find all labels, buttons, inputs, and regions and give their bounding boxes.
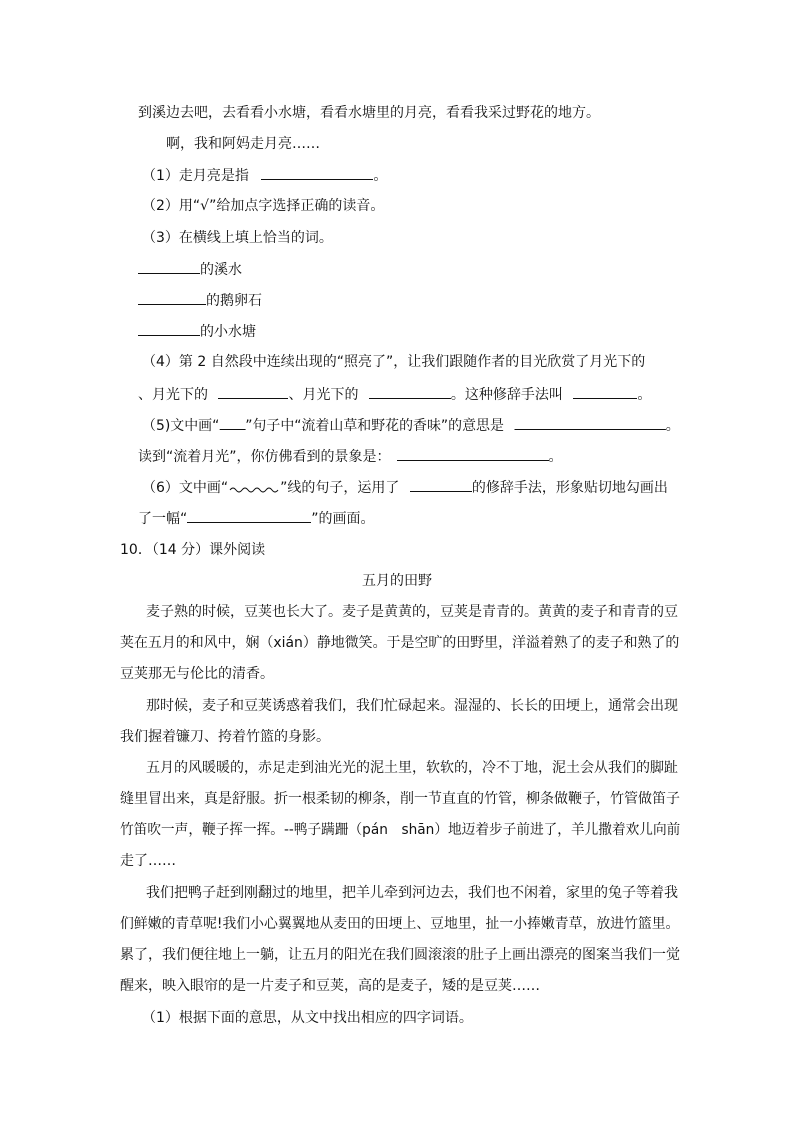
fill-label: 的溪水: [200, 262, 242, 278]
passage-title: 五月的田野: [362, 573, 432, 589]
answer-blank[interactable]: [138, 290, 206, 305]
question-10-1: （1）根据下面的意思，从文中找出相应的四字词语。: [142, 1010, 473, 1026]
question-text: （1）走月亮是指: [142, 168, 249, 184]
passage-line: 缝里冒出来，真是舒服。折一根柔韧的柳条，削一节直直的竹管，柳条做鞭子，竹管做笛子: [120, 791, 680, 807]
fill-line: [138, 290, 262, 311]
fill-line: [138, 321, 256, 342]
question-text: ”线的句子，运用了: [280, 480, 400, 496]
question-4-cont: [138, 384, 651, 405]
fill-line: [138, 259, 242, 280]
answer-blank[interactable]: [410, 477, 472, 492]
passage-line: 豆荚那无与伦比的清香。: [120, 666, 274, 682]
passage-line: 五月的风暖暖的，赤足走到油光光的泥土里，软软的，冷不丁地，泥土会从我们的脚趾: [146, 760, 678, 776]
text-line: 到溪边去吧，去看看小水塘，看看水塘里的月亮，看看我采过野花的地方。: [138, 105, 600, 121]
passage-line: 我们把鸭子赶到刚翻过的地里，把羊儿牵到河边去，我们也不闲着，家里的兔子等着我: [146, 885, 678, 901]
answer-blank[interactable]: [138, 259, 200, 274]
fill-label: 的鹅卵石: [206, 293, 262, 309]
fill-label: 的小水塘: [200, 324, 256, 340]
passage-line: 我们握着镰刀、挎着竹篮的身影。: [120, 729, 330, 745]
question-text: ”句子中“流着山草和野花的香味”的意思是: [245, 418, 504, 434]
question-text: 了一幅“: [138, 511, 188, 527]
answer-blank[interactable]: [138, 321, 200, 336]
answer-blank[interactable]: [514, 415, 665, 430]
question-4: （4）第 2 自然段中连续出现的“照亮了”，让我们跟随作者的目光欣赏了月光下的: [142, 354, 646, 370]
text-line: 啊，我和阿妈走月亮……: [166, 136, 320, 152]
question-6: [142, 477, 668, 498]
question-text: ”的画面。: [311, 511, 375, 527]
question-6-cont: [138, 508, 375, 529]
question-text: （6）文中画“: [142, 480, 229, 496]
question-text: 。: [373, 168, 388, 184]
answer-blank[interactable]: [218, 384, 288, 399]
passage-line: 走了……: [120, 853, 176, 869]
question-3: （3）在横线上填上恰当的词。: [142, 230, 333, 246]
passage-line: 荚在五月的和风中，娴（xián）静地微笑。于是空旷的田野里，洋溢着熟了的麦子和熟了的: [120, 635, 680, 651]
underline-sample: [219, 415, 245, 430]
question-text: 。: [665, 418, 680, 434]
question-2: （2）用“√”给加点字选择正确的读音。: [142, 198, 385, 214]
passage-line: 那时候，麦子和豆荚诱惑着我们，我们忙碌起来。湿湿的、长长的田埂上，通常会出现: [146, 698, 678, 714]
question-text: 。这种修辞手法叫: [450, 387, 563, 403]
answer-blank[interactable]: [261, 165, 373, 180]
passage-line: 累了，我们便往地上一躺，让五月的阳光在我们圆滚滚的肚子上画出漂亮的图案当我们一觉: [120, 947, 680, 963]
question-text: 读到“流着月光”，你仿佛看到的景象是：: [138, 449, 391, 465]
answer-blank[interactable]: [573, 384, 637, 399]
question-text: 的修辞手法，形象贴切地勾画出: [471, 480, 668, 496]
section-heading: 10．（14 分）课外阅读: [120, 542, 266, 558]
passage-line: 醒来，映入眼帘的是一片麦子和豆荚，高的是麦子，矮的是豆荚……: [120, 978, 540, 994]
passage-line: 麦子熟的时候，豆荚也长大了。麦子是黄黄的，豆荚是青青的。黄黄的麦子和青青的豆: [146, 604, 678, 620]
wavy-underline-icon: [228, 483, 280, 493]
question-text: 。: [548, 449, 563, 465]
passage-line: 竹笛吹一声，鞭子挥一挥。--鸭子蹒跚（pán shān）地迈着步子前进了，羊儿撒着欢儿向前: [120, 822, 681, 838]
question-text: （5)文中画“: [142, 418, 220, 434]
answer-blank[interactable]: [187, 508, 311, 523]
answer-blank[interactable]: [369, 384, 451, 399]
question-1: [142, 165, 387, 186]
question-text: 。: [637, 387, 652, 403]
passage-line: 们鲜嫩的青草呢!我们小心翼翼地从麦田的田埂上、豆地里，扯一小捧嫩青草，放进竹篮里。: [120, 916, 680, 932]
question-text: 、月光下的: [138, 387, 208, 403]
question-5-cont: [138, 446, 563, 467]
question-text: 、月光下的: [288, 387, 359, 403]
question-5: [142, 415, 680, 436]
answer-blank[interactable]: [397, 446, 549, 461]
